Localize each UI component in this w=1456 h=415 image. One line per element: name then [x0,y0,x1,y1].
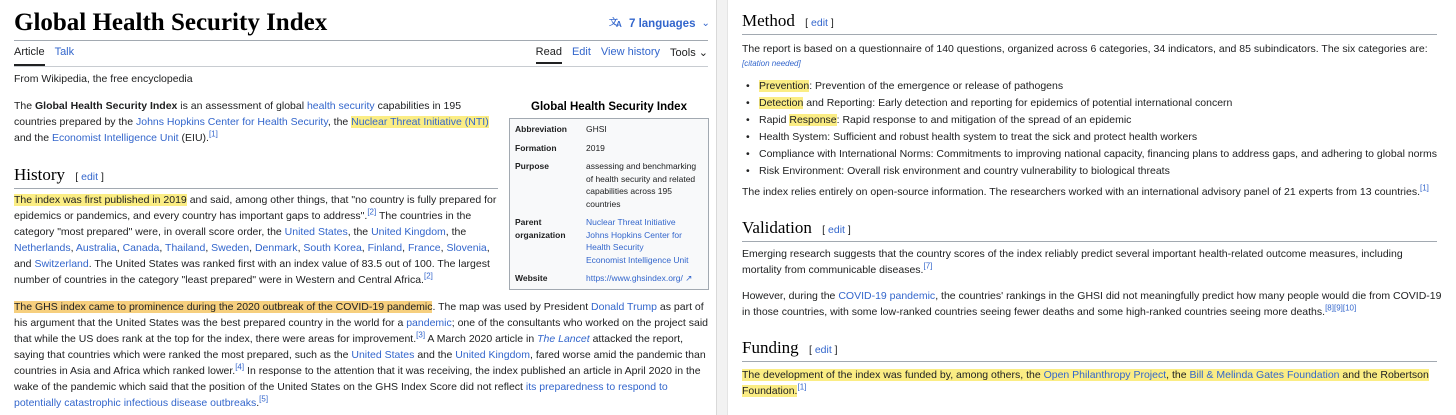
method-heading-text: Method [742,11,795,30]
list-item: • Risk Environment: Overall risk environment and country vulnerability to biological threats [746,163,1437,180]
validation-heading-text: Validation [742,218,812,237]
tab-talk[interactable]: Talk [54,46,75,58]
infobox-key: Formation [515,142,557,153]
list-item: • Rapid Response: Rapid response to and mitigation of the spread of an epidemic [746,112,1437,129]
chevron-down-icon: ⌄ [701,18,710,29]
method-paragraph-2: The index relies entirely on open-source information. The researchers worked with an international advisory panel of 21 experts from 13 countries.[1] [742,183,1429,198]
history-edit-link[interactable]: edit [81,171,99,183]
left-article-pane [0,0,716,415]
infobox-value: assessing and benchmarking of health security and related capabilities across 195 countries [586,161,697,209]
infobox-row [515,142,703,155]
reference-link[interactable]: [5] [259,394,269,404]
link-united-states[interactable]: United States [351,349,415,361]
reference-link[interactable]: [2] [367,207,377,217]
link-nti[interactable]: Nuclear Threat Initiative (NTI) [351,116,489,128]
method-paragraph-1: The report is based on a questionnaire of 140 questions, organized across 6 categories, 34 indicators, and 85 subindicators. The six categories are: [citation needed] [742,43,1428,68]
subject-bold: Global Health Security Index [35,100,178,112]
translate-icon [609,16,623,31]
validation-edit-link[interactable]: edit [828,224,845,236]
tools-menu[interactable] [670,46,708,64]
external-link-icon: ↗ [685,273,693,283]
highlighted-text: The development of the index was funded by, among others, the Open Philanthropy Project, the Bill & Melinda Gates Foundation and the Robertson Foundation. [742,369,1429,397]
website-link[interactable]: https://www.ghsindex.org/ [586,273,683,283]
infobox-title: Global Health Security Index [531,101,687,113]
list-item: • Prevention: Prevention of the emergence or release of pathogens [746,78,1437,95]
funding-edit-section: [ edit ] [803,344,838,356]
title-divider [14,40,708,41]
method-edit-link[interactable]: edit [811,17,828,29]
link-country[interactable]: France [407,242,441,254]
link-preparedness-article[interactable]: its preparedness to respond to potentially catastrophic infectious disease outbreaks [14,381,668,409]
method-edit-section: [ edit ] [799,17,834,29]
reference-link[interactable]: [1] [797,382,807,392]
languages-label: 7 languages [629,17,696,30]
link-health-security[interactable]: health security [306,100,375,112]
validation-heading [742,218,1437,242]
highlighted-text: The index was first published in 2019 [14,194,187,206]
link-country[interactable]: Australia [75,242,117,254]
link-country[interactable]: Canada [122,242,160,254]
link-covid-19-pandemic[interactable]: COVID-19 pandemic [838,290,936,302]
highlighted-text: Detection [759,97,804,109]
tabs-divider [14,66,708,67]
highlighted-text: Response [789,114,837,126]
categories-list [746,78,1437,180]
funding-heading [742,338,1437,362]
history-paragraph-1: The index was first published in 2019 and said, among other things, that "no country is fully prepared for epidemics or pandemics, and every country has important gaps to address".[2] The countries in the category "most prepared" were, in overall score order, the United States, the United Kingdom, the Netherlands, Australia, Canada, Thailand, Sweden, Denmark, South Korea, Finland, France, Slovenia, and Switzerland. The United States was ranked first with an index value of 83.5 out of 100. The largest number of countries in the category "least prepared" were in Western and Central Africa.[2] [14,194,497,286]
infobox-key: Abbreviation [515,124,567,134]
validation-paragraph-1: Emerging research suggests that the country scores of the index reliably predict several important health-related outcome measures, including mortality from communicable diseases.[7] [742,248,1403,276]
link-country[interactable]: South Korea [303,242,362,254]
link-johns-hopkins[interactable]: Johns Hopkins Center for Health Security [136,116,328,128]
infobox-key: Purpose [515,161,550,171]
list-item: • Health System: Sufficient and robust health system to treat the sick and protect health workers [746,129,1437,146]
link-parent-org[interactable]: Economist Intelligence Unit [586,254,689,265]
tab-edit[interactable]: Edit [571,46,591,58]
right-article-pane [728,0,1456,415]
link-country[interactable]: Denmark [254,242,298,254]
reference-link[interactable]: [7] [923,261,933,271]
link-open-philanthropy[interactable]: Open Philanthropy Project [1043,369,1167,381]
link-donald-trump[interactable]: Donald Trump [591,301,657,313]
reference-link[interactable]: [3] [416,330,426,340]
infobox-key: Website [515,273,548,283]
link-country[interactable]: Finland [367,242,403,254]
link-country[interactable]: United States [284,226,348,238]
link-the-lancet[interactable]: The Lancet [537,333,590,345]
link-gates-foundation[interactable]: Bill & Melinda Gates Foundation [1189,369,1340,381]
link-country[interactable]: Switzerland [34,258,89,270]
infobox-value: GHSI [586,124,607,134]
link-eiu[interactable]: Economist Intelligence Unit [51,132,179,144]
link-country[interactable]: Netherlands [14,242,71,254]
link-parent-org[interactable]: Johns Hopkins Center for Health Security [586,229,682,252]
funding-heading-text: Funding [742,338,799,357]
tab-read[interactable]: Read [536,46,562,64]
tools-label: Tools [670,47,696,59]
infobox-key: Parent organization [515,217,566,240]
svg-text:A: A [616,20,622,28]
validation-paragraph-2: However, during the COVID-19 pandemic, the countries' rankings in the GHSI did not meaningfully predict how many people would die from COVID-19 in those countries, with some low-ranked countries seeing fewer deaths and some high-ranked countries seeing more deaths.[8][9][10] [742,290,1442,318]
highlighted-text: Prevention [759,80,810,92]
link-parent-org[interactable]: Nuclear Threat Initiative [586,217,676,227]
reference-link[interactable]: [1] [1420,183,1429,193]
citation-needed-link[interactable]: [citation needed] [742,59,801,68]
infobox-value: 2019 [586,142,605,153]
intro-paragraph: The Global Health Security Index is an assessment of global health security capabilities in 195 countries prepared by the Johns Hopkins Center for Health Security, the Nuclear Threat Initiative (NTI) and the Economist Intelligence Unit (EIU).[1] [14,100,489,144]
chevron-down-icon: ⌄ [698,47,708,59]
tagline: From Wikipedia, the free encyclopedia [14,73,193,85]
validation-edit-section: [ edit ] [816,224,851,236]
infobox-row [515,272,703,285]
history-heading-text: History [14,165,65,184]
funding-edit-link[interactable]: edit [814,344,832,356]
history-edit-section: [ edit ] [69,171,104,183]
view-tabs [536,46,708,64]
languages-button[interactable] [609,16,710,31]
infobox-row [515,216,703,266]
list-item: • Compliance with International Norms: Commitments to improving national capacity, financing plans to address gaps, and adhering to global norms [746,146,1437,163]
page-title: Global Health Security Index [14,9,328,36]
infobox-value [586,216,703,266]
infobox [509,101,709,290]
reference-link[interactable]: [8][9][10] [1325,303,1357,313]
tab-view-history[interactable]: View history [600,46,661,58]
namespace-tabs [14,46,74,66]
infobox-row [515,160,703,210]
funding-paragraph [742,367,1442,399]
link-country[interactable]: Slovenia [446,242,487,254]
method-heading [742,11,1437,35]
link-united-kingdom[interactable]: United Kingdom [455,349,530,361]
infobox-value [586,272,703,285]
reference-link[interactable]: [2] [423,271,433,281]
link-country[interactable]: United Kingdom [371,226,446,238]
link-country[interactable]: Sweden [211,242,250,254]
link-pandemic[interactable]: pandemic [406,317,452,329]
tab-article[interactable]: Article [14,46,45,66]
reference-link[interactable]: [4] [235,362,245,372]
reference-link[interactable]: [1] [208,129,218,139]
svg-text:文: 文 [609,17,619,27]
history-paragraph-2: The GHS index came to prominence during the 2020 outbreak of the COVID-19 pandemic. The map was used by President Donald Trump as part of his argument that the United States was the best prepared country in the world for a pandemic; one of the consultants who worked on the project said that while the US does rank at the top for the index, there were areas for improvement.[3] A March 2020 article in The Lancet attacked the report, saying that countries which were ranked the most prepared, such as the United States and the United Kingdom, fared worse amid the pandemic than countries in Asia and Africa which ranked lower.[4] In response to the attention that it was receiving, the index published an article in April 2020 in the wake of the pandemic which said that the position of the United States on the GHS Index Score did not reflect its preparedness to respond to potentially catastrophic infectious disease outbreaks.[5] [14,301,708,409]
list-item: • Detection and Reporting: Early detection and reporting for epidemics of potential international concern [746,95,1437,112]
pane-divider [716,0,728,415]
link-country[interactable]: Thailand [165,242,206,254]
infobox-table [509,118,709,290]
highlighted-text: The GHS index came to prominence during the 2020 outbreak of the COVID-19 pandemic [14,301,433,313]
history-heading [14,165,498,189]
infobox-row [515,123,703,136]
